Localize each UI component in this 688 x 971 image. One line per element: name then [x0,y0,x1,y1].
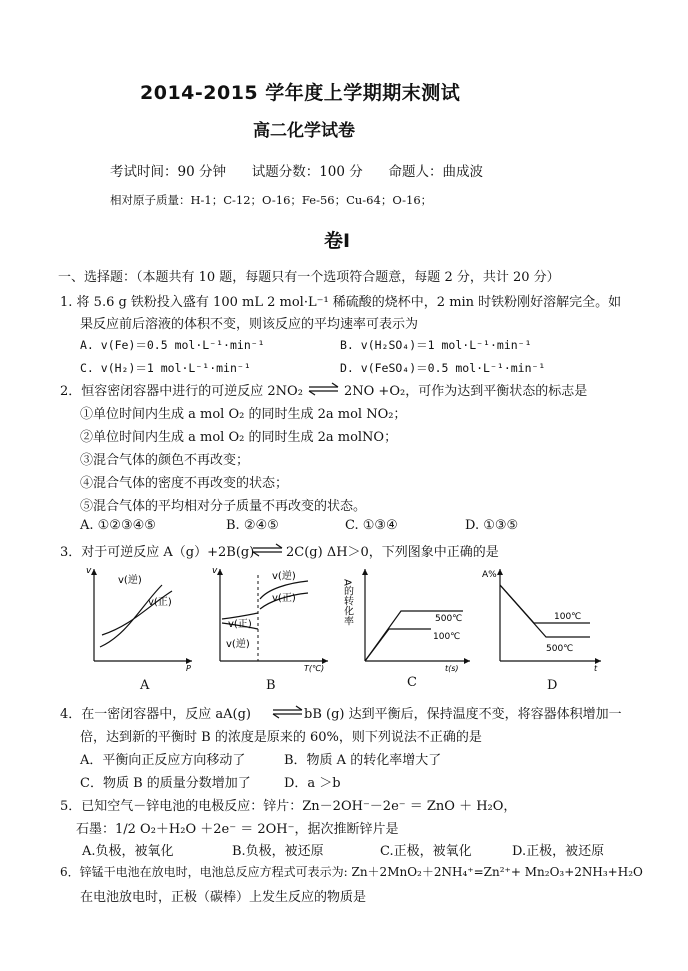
q5-option-b: B.负极，被还原 [232,844,324,859]
graph-d-series1: 100℃ [554,612,582,622]
q4-stem-line2: 倍，达到新的平衡时 B 的浓度是原来的 60%，则下列说法不正确的是 [80,730,482,745]
q3-stem-pre: 3．对于可逆反应 A（g）+2B(g) [60,545,255,560]
q4-option-b: B．物质 A 的转化率增大了 [284,753,442,768]
q5-option-c: C.正极，被氧化 [380,844,472,859]
graph-a-xlabel: P [186,664,191,673]
graph-b [208,565,333,673]
graph-a-curve2: v(正) [148,597,172,608]
equilibrium-arrow-icon [272,705,304,719]
graph-c-xlabel: t(s) [445,664,459,673]
graph-c-ylabel: A的转化率 [341,579,353,626]
q1-option-b: B. v(H₂SO₄)＝1 mol·L⁻¹·min⁻¹ [340,338,532,352]
q2-item-3: ③混合气体的颜色不再改变； [80,453,250,468]
graph-b-curve3: v(正) [228,619,252,630]
graph-b-curve1: v(逆) [272,571,296,582]
q2-item-4: ④混合气体的密度不再改变的状态； [80,476,289,491]
graph-a-caption: A [140,678,150,693]
graph-d-series2: 500℃ [546,644,574,654]
q2-option-a: A. ①②③④⑤ [80,518,156,533]
section-heading: 一、选择题：（本题共有 10 题，每题只有一个选项符合题意，每题 2 分，共计 20 分） [58,270,560,285]
exam-info: 考试时间：90 分钟 试题分数：100 分 命题人：曲成波 [110,164,484,180]
q5-stem-line1: 5．已知空气－锌电池的电极反应：锌片：Zn－2OH⁻－2e⁻ ＝ ZnO ＋ H₂O， [60,799,517,814]
q6-stem-line1: 6．锌锰干电池在放电时，电池总反应方程式可表示为: Zn＋2MnO₂＋2NH₄⁺=Zn²⁺+ Mn₂O₃+2NH₃+H₂O [60,865,643,879]
q1-option-a: A. v(Fe)＝0.5 mol·L⁻¹·min⁻¹ [80,338,265,352]
equilibrium-arrow-icon [252,543,284,557]
graph-d-ylabel: A% [482,570,497,580]
q2-item-2: ②单位时间内生成 a mol O₂ 的同时生成 2a molNO； [80,430,398,445]
atomic-mass-line: 相对原子质量：H-1；C-12；O-16；Fe-56；Cu-64；O-16； [110,193,433,207]
graph-c [341,565,475,673]
q5-stem-line2: 石墨：1/2 O₂＋H₂O ＋2e⁻ ＝ 2OH⁻，据次推断锌片是 [76,822,399,837]
q2-option-b: B. ②④⑤ [226,518,279,533]
q2-option-d: D. ①③⑤ [465,518,519,533]
graph-c-caption: C [407,675,417,690]
graph-d-caption: D [547,678,558,693]
exam-subtitle: 高二化学试卷 [253,121,355,141]
q1-option-d: D. v(FeSO₄)＝0.5 mol·L⁻¹·min⁻¹ [340,361,546,375]
graph-d [482,565,606,673]
q2-option-c: C. ①③④ [345,518,398,533]
q3-stem-post: 2C(g) ΔH＞0，下列图象中正确的是 [286,545,499,560]
equilibrium-arrow-icon [308,382,340,396]
q2-item-1: ①单位时间内生成 a mol O₂ 的同时生成 2a mol NO₂； [80,407,407,422]
graph-a-ylabel: v [86,566,92,576]
graph-b-caption: B [266,678,276,693]
graph-b-curve2: v(正) [272,593,296,604]
q2-stem-pre: 2．恒容密闭容器中进行的可逆反应 2NO₂ [60,384,303,399]
graph-a-curve1: v(逆) [118,575,142,586]
volume-heading: 卷Ⅰ [324,230,351,252]
q1-stem-line2: 果反应前后溶液的体积不变，则该反应的平均速率可表示为 [80,317,419,332]
graph-c-series1: 500℃ [435,614,463,624]
graph-c-series2: 100℃ [433,632,461,642]
q5-option-a: A.负极，被氧化 [82,844,174,859]
q5-option-d: D.正极，被还原 [512,844,605,859]
q4-option-a: A．平衡向正反应方向移动了 [80,753,246,768]
graph-b-xlabel: T(℃) [304,664,325,673]
graph-b-curve4: v(逆) [226,639,250,650]
q4-stem-line1-post: bB (g) 达到平衡后，保持温度不变，将容器体积增加一 [304,707,622,722]
q2-stem-post: 2NO +O₂，可作为达到平衡状态的标志是 [344,384,588,399]
q4-option-c: C．物质 B 的质量分数增加了 [80,776,251,791]
q2-item-5: ⑤混合气体的平均相对分子质量不再改变的状态。 [80,499,367,514]
graph-a [82,565,197,673]
graph-d-xlabel: t [594,664,598,673]
q1-option-c: C. v(H₂)＝1 mol·L⁻¹·min⁻¹ [80,361,251,375]
exam-title: 2014-2015 学年度上学期期末测试 [140,82,461,104]
q4-stem-line1: 4．在一密闭容器中，反应 aA(g) [60,707,252,722]
q6-stem-line2: 在电池放电时，正极（碳棒）上发生反应的物质是 [80,890,367,905]
graph-b-ylabel: v [212,566,218,576]
q1-stem-line1: 1. 将 5.6 g 铁粉投入盛有 100 mL 2 mol·L⁻¹ 稀硫酸的烧杯中，2 min 时铁粉刚好溶解完全。如 [60,295,622,310]
q4-option-d: D．a ＞b [284,776,341,791]
